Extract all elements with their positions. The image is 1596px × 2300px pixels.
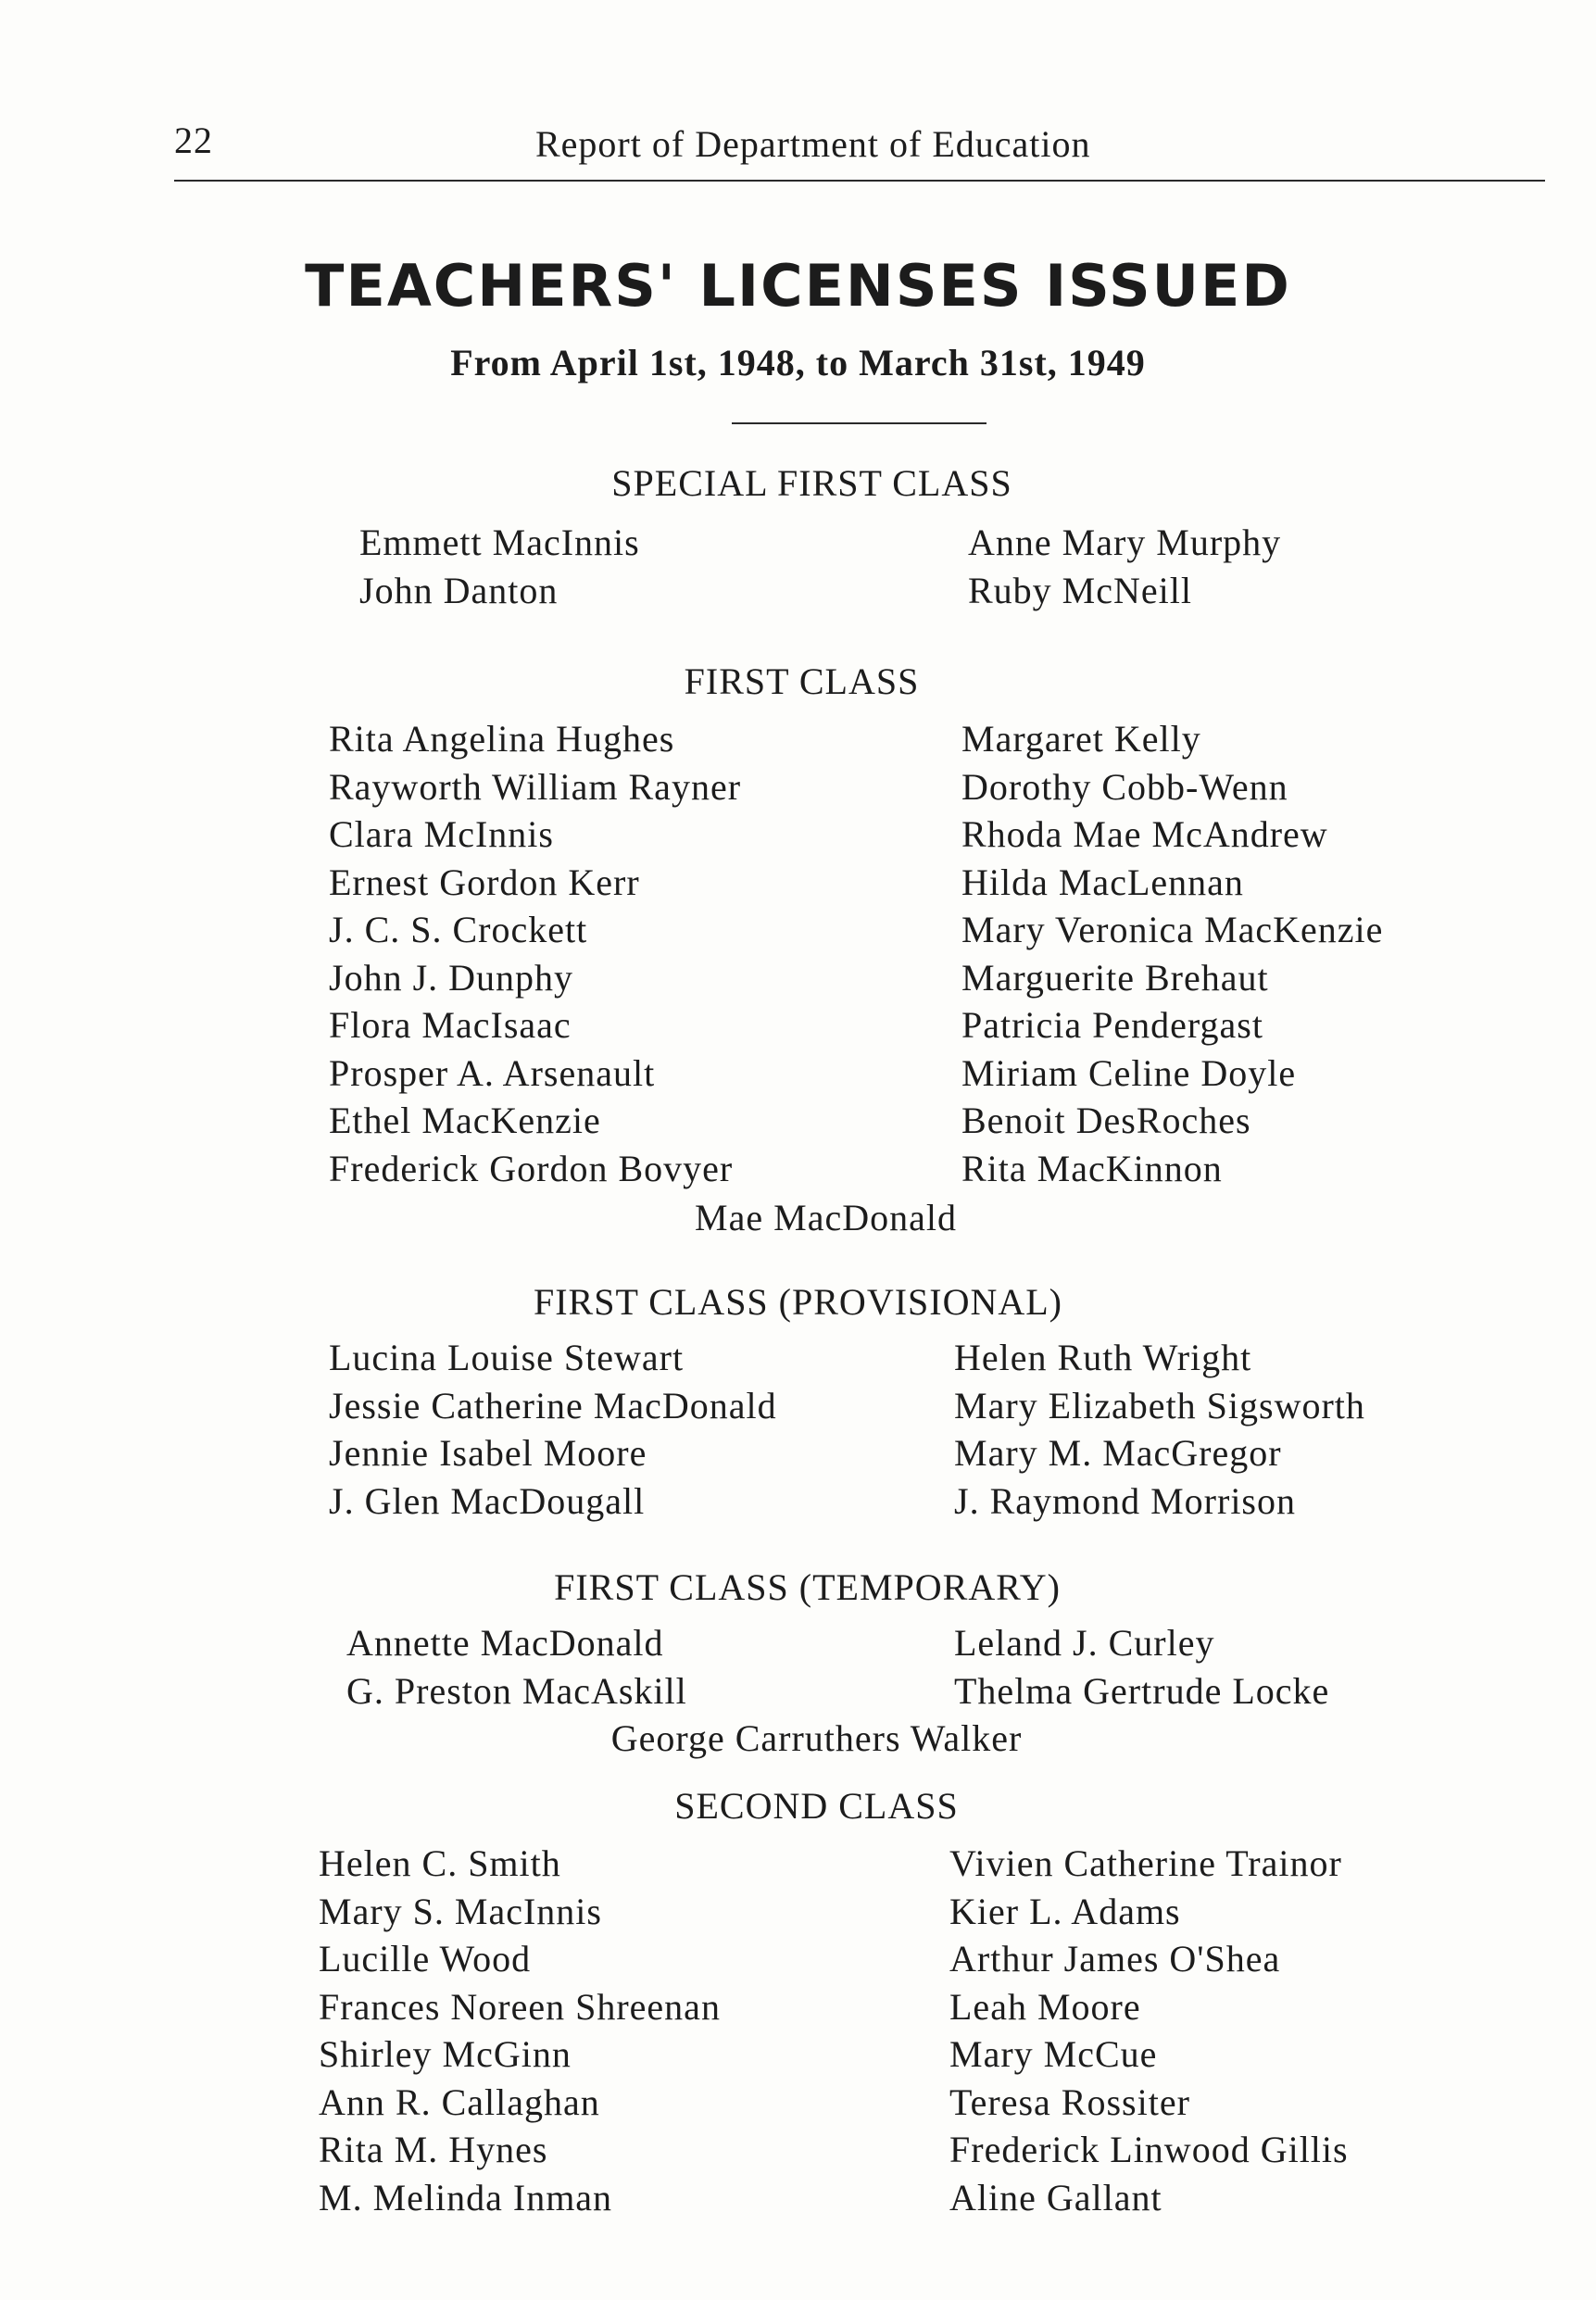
licensee-name: Vivien Catherine Trainor <box>949 1842 1342 1884</box>
title-divider <box>732 422 987 424</box>
section-special-first-class <box>0 456 1596 611</box>
licensee-name: Aline Gallant <box>949 2176 1162 2218</box>
licensee-name: Prosper A. Arsenault <box>329 1051 656 1094</box>
page-title: TEACHERS' LICENSES ISSUED <box>305 252 1291 320</box>
section-heading: SECOND CLASS <box>674 1785 959 1827</box>
right-column <box>949 1840 1349 2221</box>
licensee-name: J. Raymond Morrison <box>954 1479 1296 1522</box>
licensee-name: Teresa Rossiter <box>949 2080 1190 2123</box>
section-heading: FIRST CLASS (TEMPORARY) <box>554 1566 1061 1608</box>
running-title: Report of Department of Education <box>535 123 1091 165</box>
left-column <box>329 715 741 1192</box>
page-number: 22 <box>174 119 213 161</box>
right-column <box>954 1619 1329 1715</box>
licensee-name: Rita M. Hynes <box>319 2129 548 2170</box>
section-heading: FIRST CLASS <box>684 660 920 702</box>
licensee-name: Rayworth William Rayner <box>329 765 742 808</box>
licensee-name: Frederick Linwood Gillis <box>949 2129 1349 2170</box>
licensee-name: Helen Ruth Wright <box>954 1337 1252 1378</box>
licensee-name: Shirley McGinn <box>319 2033 572 2075</box>
licensee-name: Ernest Gordon Kerr <box>329 861 640 903</box>
section-heading: FIRST CLASS (PROVISIONAL) <box>533 1281 1062 1323</box>
section-heading: SPECIAL FIRST CLASS <box>611 462 1012 504</box>
licensee-name: Anne Mary Murphy <box>968 522 1282 563</box>
section-first-class <box>0 654 1596 1238</box>
licensee-name: Arthur James O'Shea <box>949 1938 1281 1980</box>
licensee-name: Leah Moore <box>949 1985 1141 2028</box>
licensee-name: Flora MacIsaac <box>329 1004 572 1046</box>
licensee-name: Jennie Isabel Moore <box>329 1432 647 1474</box>
licensee-name: John J. Dunphy <box>329 956 574 999</box>
page-subtitle: From April 1st, 1948, to March 31st, 1949 <box>450 342 1146 383</box>
right-column <box>968 519 1281 614</box>
left-column <box>329 1334 777 1525</box>
licensee-name: J. Glen MacDougall <box>329 1479 646 1522</box>
section-first-class-temporary <box>0 1560 1596 1759</box>
licensee-name: Ruby McNeill <box>968 569 1192 611</box>
section-first-class-provisional <box>0 1275 1596 1522</box>
licensee-name: Frederick Gordon Bovyer <box>329 1147 734 1189</box>
right-column <box>954 1334 1365 1525</box>
licensee-name: Thelma Gertrude Locke <box>954 1669 1330 1712</box>
licensee-name: Lucille Wood <box>319 1938 532 1980</box>
licensee-name: Jessie Catherine MacDonald <box>329 1384 777 1427</box>
licensee-name: Mary S. MacInnis <box>319 1890 602 1932</box>
licensee-name-centered: George Carruthers Walker <box>610 1717 1023 1759</box>
left-column <box>359 519 640 614</box>
licensee-name: J. C. S. Crockett <box>329 909 588 950</box>
licensee-name: M. Melinda Inman <box>319 2176 613 2218</box>
licensee-name: Emmett MacInnis <box>359 522 640 563</box>
licensee-name: Benoit DesRoches <box>961 1100 1251 1141</box>
licensee-name: Ethel MacKenzie <box>329 1100 601 1141</box>
licensee-name: Ann R. Callaghan <box>319 2080 600 2123</box>
licensee-name: Mary Veronica MacKenzie <box>961 909 1384 950</box>
licensee-name: Mary M. MacGregor <box>954 1432 1282 1474</box>
licensee-name: Dorothy Cobb-Wenn <box>961 765 1288 808</box>
header-rule <box>174 180 1545 182</box>
left-column <box>319 1840 721 2221</box>
licensee-name: Rhoda Mae McAndrew <box>961 813 1328 855</box>
licensee-name: Hilda MacLennan <box>961 861 1244 903</box>
licensee-name: Patricia Pendergast <box>961 1004 1263 1046</box>
section-second-class <box>0 1778 1596 2218</box>
licensee-name: Mary Elizabeth Sigsworth <box>954 1384 1365 1427</box>
licensee-name: Lucina Louise Stewart <box>329 1337 685 1378</box>
licensee-name: Mary McCue <box>949 2033 1158 2075</box>
licensee-name: G. Preston MacAskill <box>346 1669 687 1712</box>
licensee-name: Clara McInnis <box>329 813 554 855</box>
licensee-name: Kier L. Adams <box>949 1890 1181 1932</box>
right-column <box>961 715 1383 1192</box>
licensee-name: Frances Noreen Shreenan <box>319 1985 721 2028</box>
licensee-name: Margaret Kelly <box>961 718 1201 760</box>
licensee-name-centered: Mae MacDonald <box>695 1197 957 1238</box>
licensee-name: Leland J. Curley <box>954 1622 1215 1664</box>
licensee-name: Helen C. Smith <box>319 1842 561 1884</box>
left-column <box>346 1619 687 1715</box>
page-header <box>174 119 1545 174</box>
licensee-name: Rita MacKinnon <box>961 1147 1223 1189</box>
licensee-name: Rita Angelina Hughes <box>329 718 675 760</box>
licensee-name: John Danton <box>359 569 559 611</box>
licensee-name: Marguerite Brehaut <box>961 956 1269 999</box>
licensee-name: Miriam Celine Doyle <box>961 1051 1297 1094</box>
licensee-name: Annette MacDonald <box>346 1622 664 1664</box>
